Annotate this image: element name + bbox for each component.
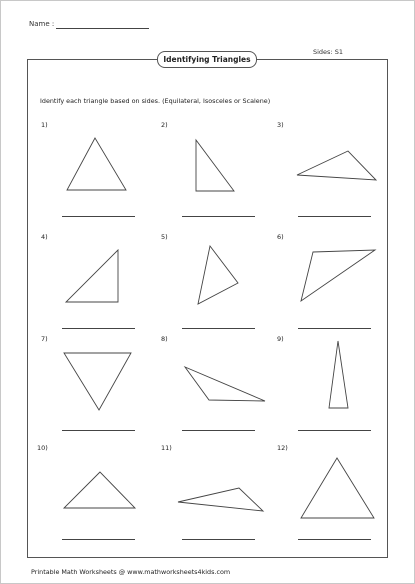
problem-8	[161, 335, 273, 447]
answer-line	[62, 328, 135, 329]
problem-6	[277, 233, 389, 345]
problem-number: 1)	[41, 121, 48, 129]
problem-number: 4)	[41, 233, 48, 241]
answer-line	[298, 430, 371, 431]
answer-line	[62, 539, 135, 540]
answer-line	[182, 539, 255, 540]
problem-number: 7)	[41, 335, 48, 343]
problem-11	[161, 444, 273, 556]
answer-line	[62, 430, 135, 431]
problem-7	[41, 335, 153, 447]
name-label: Name :	[29, 20, 55, 28]
name-line	[56, 28, 149, 29]
problem-9	[277, 335, 389, 447]
problem-1	[41, 121, 153, 233]
problem-10	[37, 444, 149, 556]
answer-line	[62, 216, 135, 217]
problem-number: 6)	[277, 233, 284, 241]
footer-credit: Printable Math Worksheets @ www.mathworksheets4kids.com	[31, 568, 231, 576]
sides-label: Sides: S1	[313, 48, 343, 56]
problem-number: 12)	[277, 444, 288, 452]
answer-line	[182, 328, 255, 329]
problem-number: 11)	[161, 444, 172, 452]
problem-number: 10)	[37, 444, 48, 452]
problem-number: 2)	[161, 121, 168, 129]
answer-line	[298, 216, 371, 217]
answer-line	[182, 430, 255, 431]
worksheet-title: Identifying Triangles	[157, 51, 257, 68]
problem-5	[161, 233, 273, 345]
problem-number: 5)	[161, 233, 168, 241]
instructions: Identify each triangle based on sides. (Equilateral, Isosceles or Scalene)	[40, 97, 271, 105]
problem-3	[277, 121, 389, 233]
problem-number: 3)	[277, 121, 284, 129]
answer-line	[182, 216, 255, 217]
answer-line	[298, 539, 371, 540]
problem-4	[41, 233, 153, 345]
problem-12	[277, 444, 389, 556]
problem-2	[161, 121, 273, 233]
answer-line	[298, 328, 371, 329]
problem-number: 8)	[161, 335, 168, 343]
problem-number: 9)	[277, 335, 284, 343]
